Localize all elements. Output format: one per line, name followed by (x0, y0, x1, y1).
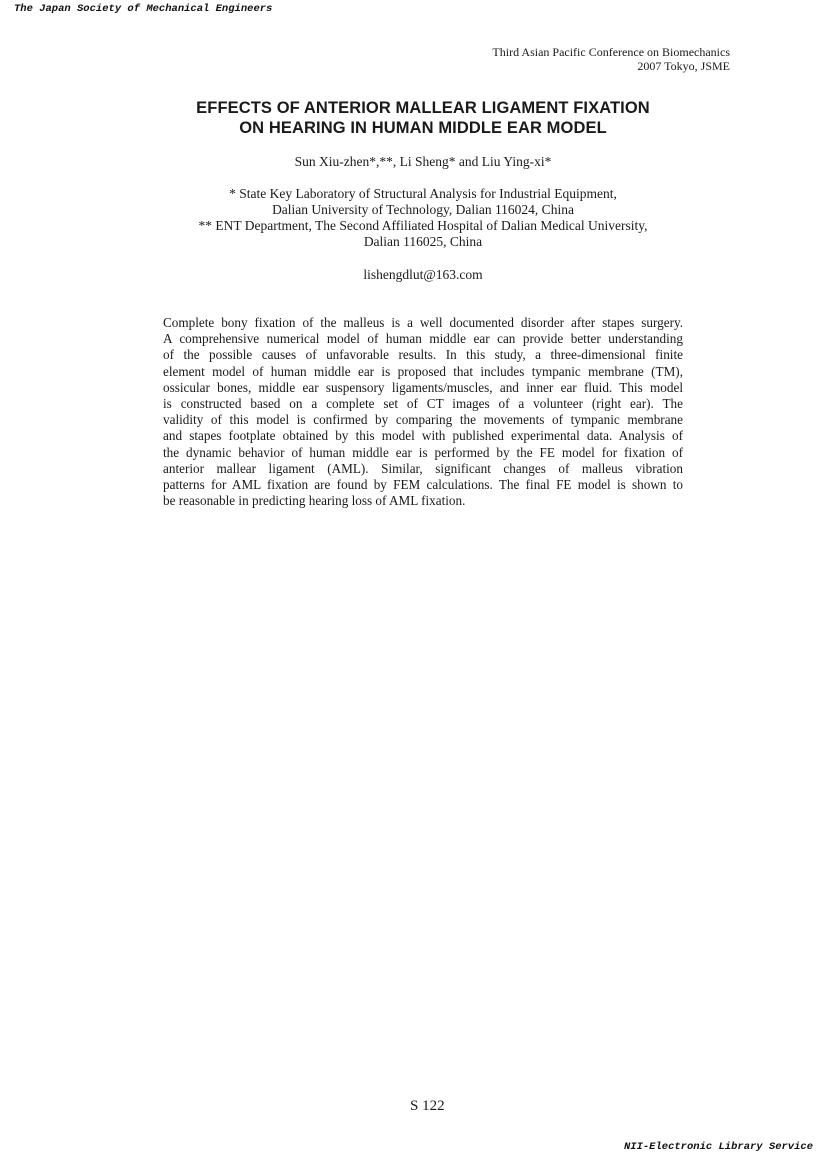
page-number: S 122 (410, 1098, 445, 1114)
abstract-line: be reasonable in predicting hearing loss of AML fixation. (163, 493, 466, 509)
paper-title (0, 98, 827, 138)
abstract-line: the dynamic behavior of human middle ear is performed by the FE model for fixation of (163, 444, 683, 460)
abstract-line: patterns for AML fixation are found by FEM calculations. The final FE model is shown to (163, 477, 683, 493)
abstract-line: and stapes footplate obtained by this model with published experimental data. Analysis of (163, 428, 683, 444)
author-list: Sun Xiu-zhen*,**, Li Sheng* and Liu Ying-xi* (294, 154, 552, 169)
affiliation-line: Dalian 116025, China (363, 234, 483, 249)
conference-date-place: 2007 Tokyo, JSME (637, 59, 730, 73)
conference-info (492, 45, 730, 73)
title-line-2: ON HEARING IN HUMAN MIDDLE EAR MODEL (239, 119, 607, 137)
society-header: The Japan Society of Mechanical Engineers (14, 3, 273, 15)
affiliations (0, 186, 827, 250)
abstract-line: element model of human middle ear is proposed that includes tympanic membrane (TM), (163, 363, 683, 379)
abstract-line: ossicular bones, middle ear suspensory ligaments/muscles, and inner ear fluid. This model (163, 379, 683, 395)
title-line-1: EFFECTS OF ANTERIOR MALLEAR LIGAMENT FIXATION (196, 99, 650, 117)
affiliation-line: Dalian University of Technology, Dalian 116024, China (272, 202, 574, 217)
conference-name: Third Asian Pacific Conference on Biomechanics (492, 45, 730, 59)
library-service-footer: NII-Electronic Library Service (623, 1141, 813, 1153)
abstract-line: A comprehensive numerical model of human middle ear can provide better understanding (163, 331, 683, 347)
abstract-line: Complete bony fixation of the malleus is a well documented disorder after stapes surgery. (163, 315, 683, 330)
abstract-line: anterior mallear ligament (AML). Similar, significant changes of malleus vibration (163, 460, 683, 476)
abstract-line: is constructed based on a complete set of CT images of a volunteer (right ear). The (163, 396, 683, 412)
affiliation-line: * State Key Laboratory of Structural Analysis for Industrial Equipment, (229, 186, 617, 201)
affiliation-line: ** ENT Department, The Second Affiliated Hospital of Dalian Medical University, (198, 218, 648, 233)
abstract (163, 315, 683, 509)
contact-email: lishengdlut@163.com (363, 267, 483, 282)
abstract-line: of the possible causes of unfavorable results. In this study, a three-dimensional finite (163, 347, 683, 363)
abstract-line: validity of this model is confirmed by comparing the movements of tympanic membrane (163, 412, 683, 428)
